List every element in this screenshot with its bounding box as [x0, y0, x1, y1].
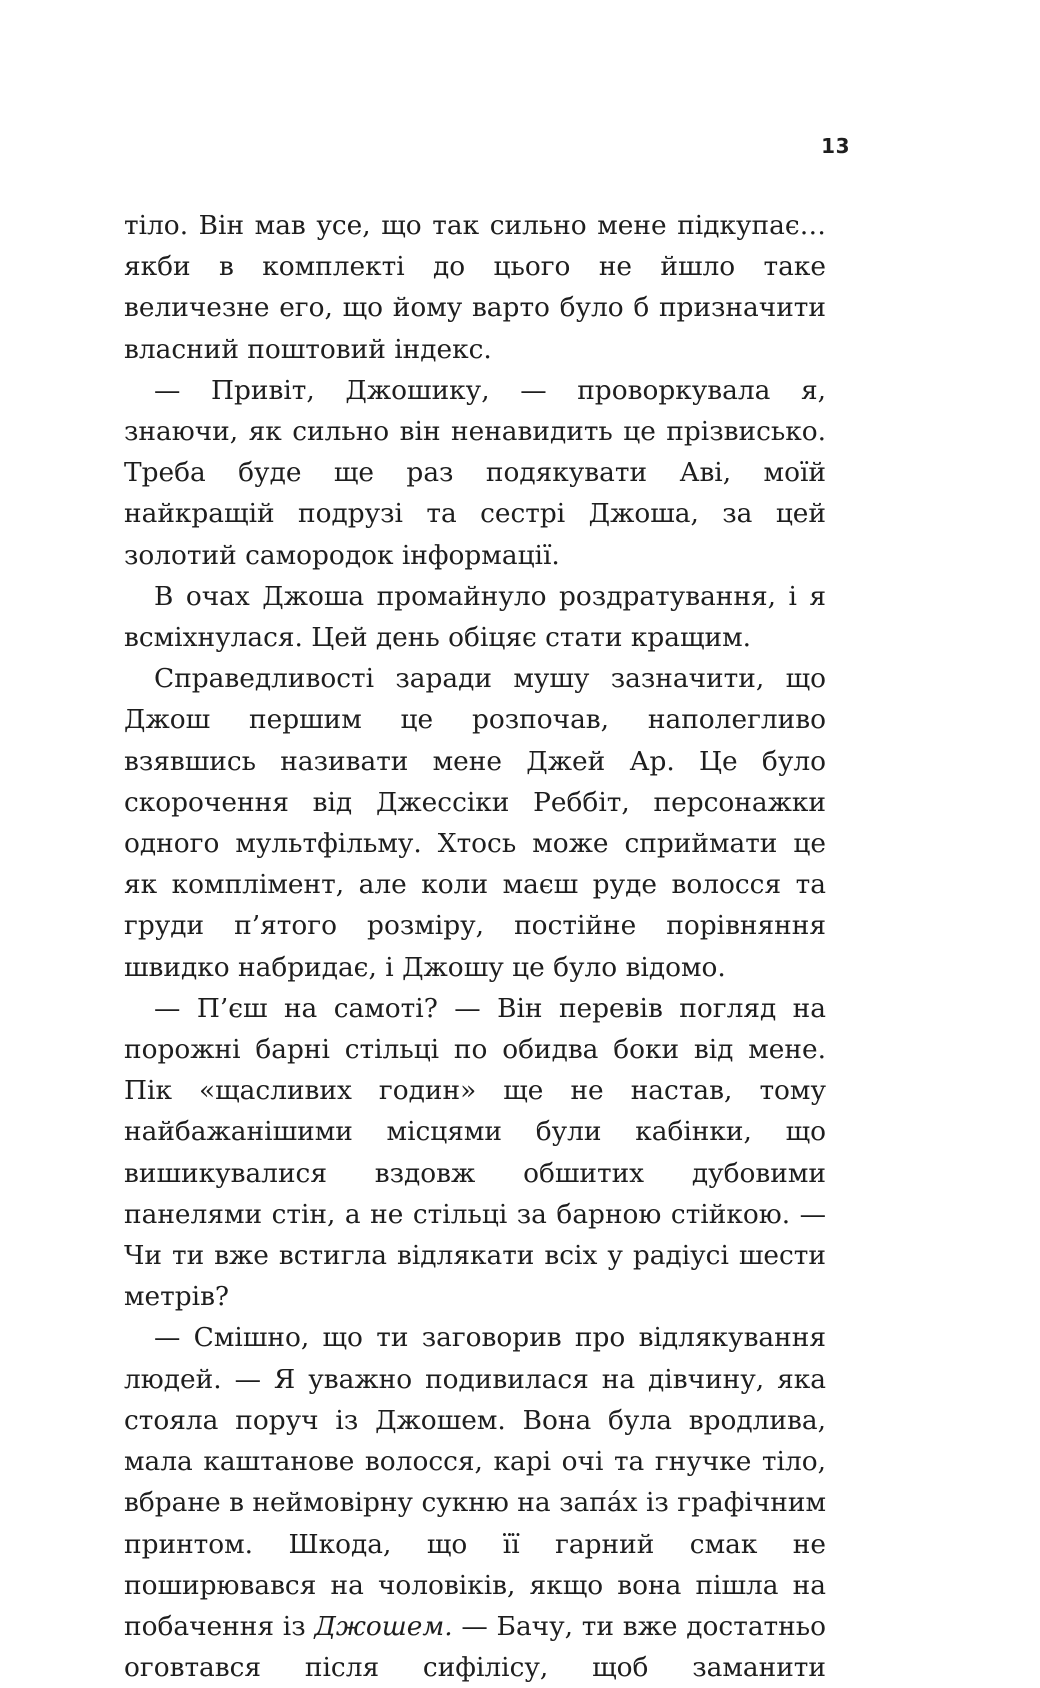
paragraph-4: Справедливості заради мушу зазначити, що Джош першим це розпочав, наполегливо взявшись називати мене Джей Ар. Це було скорочення від Джессіки Реббіт, персонажки одного мультфільму. Хтось може сприймати це як комплімент, але коли маєш руде волосся та груди п’ятого розміру, постійне порівняння швидко набридає, і Джошу це було відомо. — [124, 663, 826, 983]
paragraph-6-start: — Смішно, що ти заговорив про відлякування людей. — Я уважно подивилася на дівчину, яка стояла поруч із Джошем. Вона була вродлива, мала каштанове волосся, карі очі та гнучке тіло, вбране в неймовірну сукню на запáх із графічним принтом. Шкода, що її гарний смак не поширювався на чоловіків, якщо вона пішла на побачення із — [124, 1322, 826, 1642]
body-text — [124, 205, 826, 1688]
paragraph-6-end: — Бачу, ти вже достатньо оговтався після сифілісу, щоб заманити — [124, 1610, 826, 1684]
paragraph-6 — [124, 1317, 826, 1688]
paragraph-1: тіло. Він мав усе, що так сильно мене підкупає… якби в комплекті до цього не йшло таке величезне его, що йому варто було б призначити власний поштовий індекс. — [124, 210, 826, 365]
paragraph-5: — П’єш на самоті? — Він перевів погляд на порожні барні стільці по обидва боки від мене. Пік «щасливих годин» ще не настав, тому найбажанішими місцями були кабінки, що вишикувалися вздовж обшитих дубовими панелями стін, а не стільці за барною стійкою. — Чи ти вже встигла відлякати всіх у радіусі шести метрів? — [124, 992, 826, 1313]
paragraph-2: — Привіт, Джошику, — проворкувала я, знаючи, як сильно він ненавидить це прізвисько. Треба буде ще раз подякувати Аві, моїй найкращій подрузі та сестрі Джоша, за цей золотий самородок інформації. — [124, 374, 826, 571]
emphasis-text: Джошем. — [314, 1610, 453, 1642]
paragraph-3: В очах Джоша промайнуло роздратування, і я всміхнулася. Цей день обіцяє стати кращим. — [124, 580, 826, 654]
page-number: 13 — [821, 134, 850, 158]
